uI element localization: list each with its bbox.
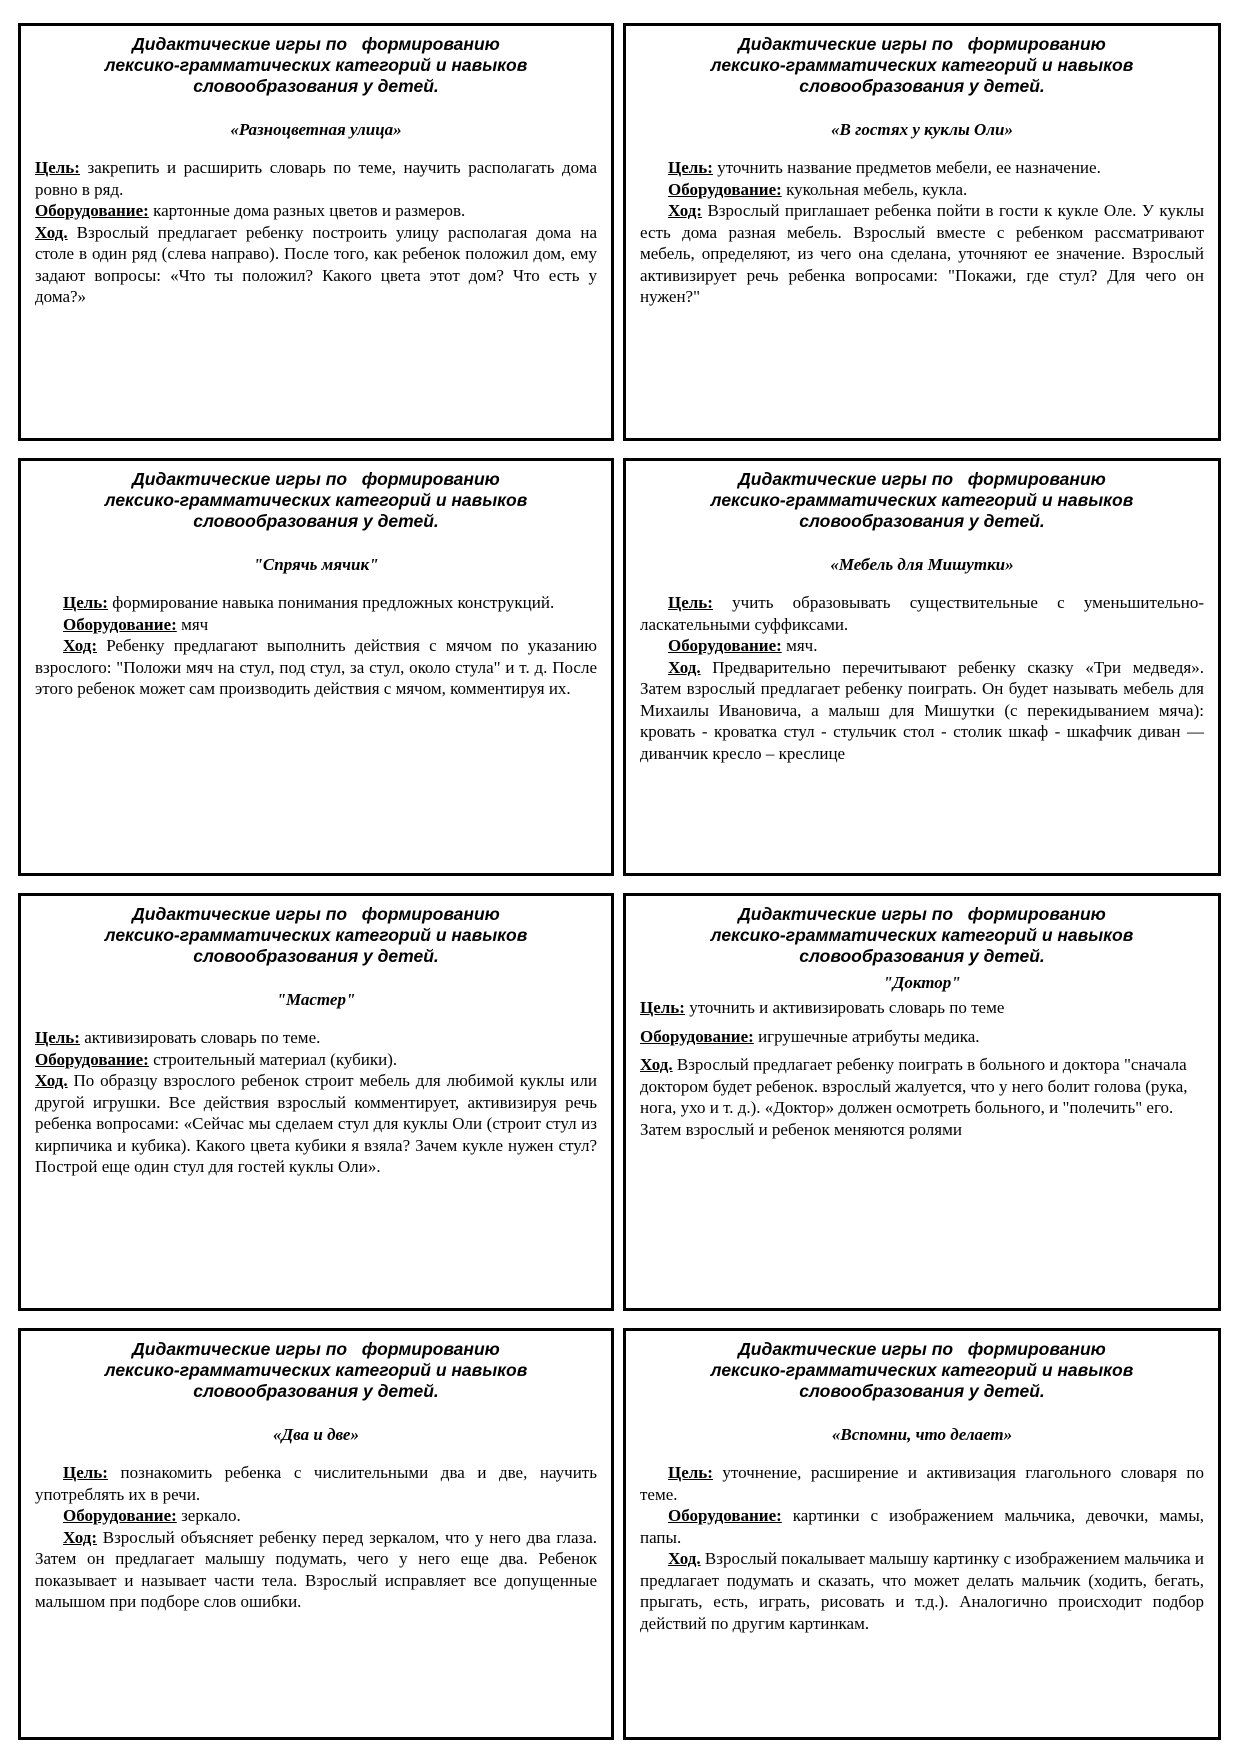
equipment-text: кукольная мебель, кукла. (781, 179, 968, 199)
goal-text: учить образовывать существительные с уменьшительно-ласкательными суффиксами. (640, 593, 1204, 634)
equipment-label: Оборудование: (668, 1506, 782, 1525)
game-title: "Мастер" (276, 990, 356, 1009)
equipment-text: картонные дома разных цветов и размеров. (148, 201, 466, 220)
game-card-3 (18, 458, 614, 876)
game-card-5 (18, 893, 614, 1311)
equipment-label: Оборудование: (668, 636, 782, 655)
equipment-label: Оборудование: (35, 1049, 149, 1069)
goal-text: формирование навыка понимания предложных конструкций. (107, 593, 555, 612)
card-heading: Дидактические игры по формированию лексико-грамматических категорий и навыков словообразования у детей. (710, 469, 1134, 531)
goal-label: Цель: (35, 1028, 80, 1047)
goal-paragraph (35, 1462, 597, 1505)
game-card-4 (623, 458, 1221, 876)
course-text: Предварительно перечитывают ребенку сказку «Три медведя». Затем взрослый предлагает ребенку поиграть. Он будет называть мебель для Михаилы Ивановича, а малыш для Мишутки (с перекидыванием мяча): кровать - кроватка стул - стульчик стол - столик шкаф - шкафчик диван — диванчик кресло – креслице (640, 657, 1204, 763)
goal-text: активизировать словарь по теме. (79, 1028, 321, 1047)
equipment-label: Оборудование: (668, 179, 782, 199)
goal-label: Цель: (668, 1463, 713, 1482)
goal-label: Цель: (35, 158, 80, 177)
goal-label: Цель: (668, 593, 713, 612)
game-title: «Вспомни, что делает» (831, 1425, 1013, 1444)
goal-label: Цель: (640, 998, 685, 1017)
goal-text: познакомить ребенка с числительными два и две, научить употреблять их в речи. (35, 1463, 597, 1504)
game-card-6 (623, 893, 1221, 1311)
course-paragraph (640, 657, 1204, 765)
course-paragraph (35, 222, 597, 308)
course-text: Ребенку предлагают выполнить действия с мячом по указанию взрослого: "Положи мяч на стул, под стул, за стул, около стула" и т. д. После этого ребенок может сам производить действия с мячом, комментируя их. (35, 636, 597, 698)
goal-paragraph (35, 157, 597, 200)
course-text: Взрослый предлагает ребенку построить улицу располагая дома на столе в один ряд (слева направо). После того, как ребенок положил дом, ему задают вопросы: «Что ты положил? Какого цвета этот дом? Что есть у дома?» (35, 222, 597, 306)
equipment-paragraph (35, 1505, 597, 1527)
goal-text: закрепить и расширить словарь по теме, научить располагать дома ровно в ряд. (35, 158, 597, 199)
equipment-paragraph (35, 614, 597, 636)
course-text: Взрослый приглашает ребенка пойти в гости к кукле Оле. У куклы есть дома разная мебель. Взрослый вместе с ребенком рассматривают мебель, определяют, из чего она сделана, уточняют ее значение. Взрослый активизирует речь ребенка вопросами: "Покажи, где стул? Для чего он нужен?" (640, 201, 1204, 306)
course-paragraph (640, 1054, 1204, 1140)
equipment-paragraph (35, 200, 597, 222)
card-heading: Дидактические игры по формированию лексико-грамматических категорий и навыков словообразования у детей. (710, 904, 1134, 966)
game-title: «Разноцветная улица» (230, 120, 402, 139)
course-paragraph (640, 200, 1204, 308)
game-card-1 (18, 23, 614, 441)
course-label: Ход: (63, 636, 98, 655)
game-title: "Спрячь мячик" (253, 555, 379, 574)
equipment-paragraph (640, 179, 1204, 201)
course-paragraph (35, 1070, 597, 1178)
game-card-7 (18, 1328, 614, 1740)
course-text: Взрослый предлагает ребенку поиграть в больного и доктора "сначала доктором будет ребенок. взрослый жалуется, что у него болит голова (рука, нога, ухо и т. д.). «Доктор» должен осмотреть больного, и "полечить" его. Затем взрослый и ребенок меняются ролями (640, 1055, 1188, 1139)
equipment-paragraph (640, 1505, 1204, 1548)
course-paragraph (35, 635, 597, 700)
equipment-label: Оборудование: (35, 201, 149, 220)
course-label: Ход. (35, 222, 68, 242)
goal-text: уточнение, расширение и активизация глагольного словаря по теме. (640, 1463, 1204, 1504)
course-text: Взрослый объясняет ребенку перед зеркалом, что у него два глаза. Затем он предлагает малышу подумать, чего у него еще два. Ребенок показывает и называет части тела. Взрослый исправляет все допущенные малышом при подборе слов ошибки. (35, 1527, 597, 1611)
game-title: «Мебель для Мишутки» (830, 555, 1014, 574)
goal-paragraph (640, 157, 1204, 179)
course-text: Взрослый покалывает малышу картинку с изображением мальчика и предлагает подумать и сказать, что может делать мальчик (ходить, бегать, прыгать, есть, играть, рисовать и т.д.). Аналогично происходит подбор действий по другим картинкам. (640, 1549, 1204, 1633)
game-title: «В гостях у куклы Оли» (831, 120, 1013, 139)
equipment-paragraph (35, 1049, 597, 1071)
course-label: Ход. (640, 1055, 673, 1074)
card-heading: Дидактические игры по формированию лексико-грамматических категорий и навыков словообразования у детей. (104, 904, 528, 966)
course-label: Ход: (668, 201, 703, 220)
game-title: "Доктор" (883, 973, 961, 992)
game-card-8 (623, 1328, 1221, 1740)
course-paragraph (35, 1527, 597, 1613)
course-label: Ход. (668, 657, 701, 677)
goal-paragraph (640, 1462, 1204, 1505)
goal-paragraph (640, 997, 1204, 1019)
course-label: Ход. (668, 1549, 701, 1568)
equipment-text: мяч (176, 614, 209, 634)
card-heading: Дидактические игры по формированию лексико-грамматических категорий и навыков словообразования у детей. (710, 34, 1134, 96)
card-heading: Дидактические игры по формированию лексико-грамматических категорий и навыков словообразования у детей. (710, 1339, 1134, 1401)
goal-paragraph (35, 1027, 597, 1049)
equipment-text: строительный материал (кубики). (148, 1049, 398, 1069)
card-heading: Дидактические игры по формированию лексико-грамматических категорий и навыков словообразования у детей. (104, 469, 528, 531)
equipment-label: Оборудование: (63, 614, 177, 634)
goal-text: уточнить и активизировать словарь по теме (684, 998, 1005, 1017)
goal-paragraph (35, 592, 597, 614)
equipment-paragraph (640, 635, 1204, 657)
goal-label: Цель: (668, 158, 713, 177)
goal-label: Цель: (63, 1463, 108, 1482)
goal-paragraph (640, 592, 1204, 635)
course-text: По образцу взрослого ребенок строит мебель для любимой куклы или другой игрушки. Все действия взрослый комментирует, активизируя речь ребенка вопросами: «Сейчас мы сделаем стул для куклы Оли (строит стул из кирпичика и кубика). Какого цвета кубики я взяла? Зачем кукле нужен стул? Построй еще один стул для гостей куклы Оли». (35, 1071, 597, 1176)
equipment-text: зеркало. (176, 1506, 241, 1525)
course-paragraph (640, 1548, 1204, 1634)
equipment-text: игрушечные атрибуты медика. (753, 1026, 980, 1046)
goal-label: Цель: (63, 593, 108, 612)
course-label: Ход: (63, 1527, 98, 1547)
game-title: «Два и две» (273, 1425, 359, 1444)
equipment-text: мяч. (781, 636, 818, 655)
goal-text: уточнить название предметов мебели, ее назначение. (712, 158, 1101, 177)
card-heading: Дидактические игры по формированию лексико-грамматических категорий и навыков словообразования у детей. (104, 34, 528, 96)
equipment-text: картинки с изображением мальчика, девочки, мамы, папы. (640, 1506, 1204, 1547)
equipment-paragraph (640, 1026, 1204, 1048)
equipment-label: Оборудование: (640, 1026, 754, 1046)
game-card-2 (623, 23, 1221, 441)
equipment-label: Оборудование: (63, 1506, 177, 1525)
card-heading: Дидактические игры по формированию лексико-грамматических категорий и навыков словообразования у детей. (104, 1339, 528, 1401)
course-label: Ход. (35, 1071, 68, 1090)
